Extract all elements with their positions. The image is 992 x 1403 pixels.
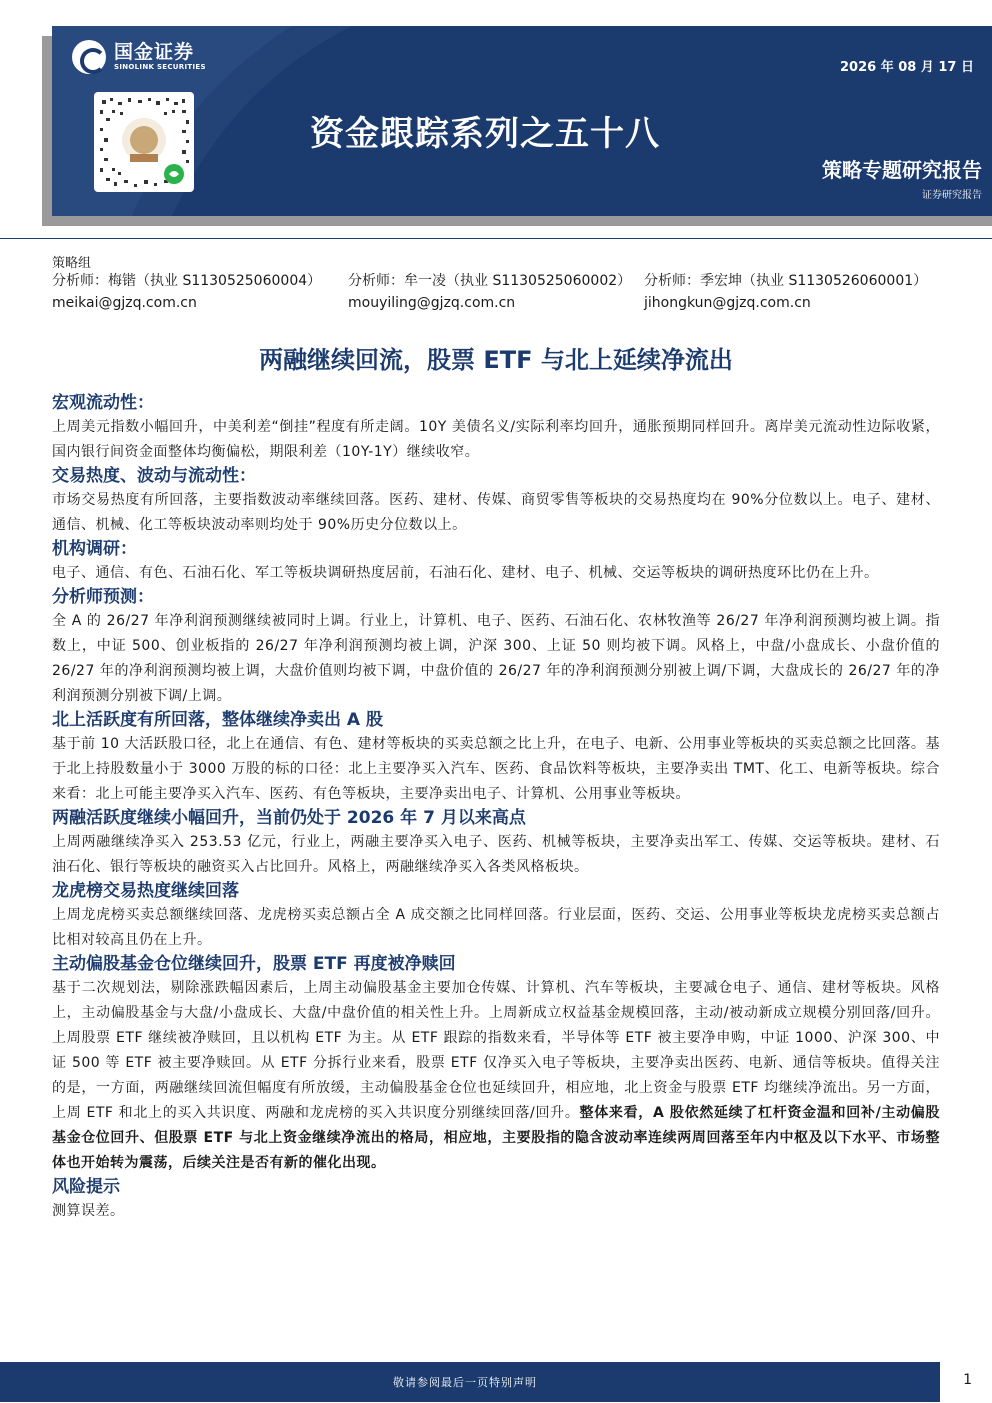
analyst-block-1 <box>52 270 321 314</box>
analyst-group: 策略组 <box>52 256 92 271</box>
section-title: 两融活跃度继续小幅回升，当前仍处于 2026 年 7 月以来高点 <box>52 808 526 828</box>
section-macro-liquidity <box>52 392 940 465</box>
footer-notice: 敬请参阅最后一页特别声明 <box>393 1376 537 1389</box>
page-number: 1 <box>963 1372 972 1388</box>
section-title: 交易热度、波动与流动性： <box>52 466 256 486</box>
qr-code[interactable] <box>94 92 194 192</box>
report-subtype: 证券研究报告 <box>922 190 982 201</box>
section-body: 市场交易热度有所回落，主要指数波动率继续回落。医药、建材、传媒、商贸零售等板块的交易热度均在 90%分位数以上。电子、建材、通信、机械、化工等板块波动率则均处于 90%历史分位数以上。 <box>52 492 940 533</box>
section-title: 北上活跃度有所回落，整体继续净卖出 A 股 <box>52 710 383 730</box>
section-title: 机构调研： <box>52 539 137 559</box>
section-active-funds <box>52 953 940 1176</box>
section-body: 上周两融继续净买入 253.53 亿元，行业上，两融主要净买入电子、医药、机械等板块，主要净卖出军工、传媒、交运等板块。建材、石油石化、银行等板块的融资买入占比回升。风格上，两融继续净买入各类风格板块。 <box>52 834 940 875</box>
analyst-email[interactable]: meikai@gjzq.com.cn <box>52 295 197 311</box>
section-title: 分析师预测： <box>52 587 154 607</box>
analyst-name: 分析师：梅锴（执业 S1130525060004） <box>52 273 322 289</box>
section-body: 上周美元指数小幅回升，中美利差“倒挂”程度有所走阔。10Y 美债名义/实际利率均回升，通胀预期同样回升。离岸美元流动性边际收紧，国内银行间资金面整体均衡偏松，期限利差（10Y-1Y）继续收窄。 <box>52 419 940 460</box>
section-institutional-research <box>52 538 940 586</box>
report-date: 2026 年 08 月 17 日 <box>840 60 974 75</box>
section-title: 主动偏股基金仓位继续回升，股票 ETF 再度被净赎回 <box>52 954 456 974</box>
section-dragon-tiger <box>52 880 940 953</box>
header-divider <box>0 238 992 239</box>
section-conclusion: 整体来看，A 股依然延续了杠杆资金温和回补/主动偏股基金仓位回升、但股票 ETF 与北上资金继续净流出的格局，相应地，主要股指的隐含波动率连续两周回落至年内中枢及以下水平、市场整体也开始转为震荡，后续关注是否有新的催化出现。 <box>52 1105 940 1171</box>
company-logo <box>72 40 206 74</box>
analyst-email[interactable]: mouyiling@gjzq.com.cn <box>348 295 516 311</box>
logo-en-text: SINOLINK SECURITIES <box>114 63 206 71</box>
section-analyst-forecast <box>52 586 940 709</box>
analyst-email[interactable]: jihongkun@gjzq.com.cn <box>644 295 811 311</box>
logo-cn-text: 国金证券 <box>114 41 195 63</box>
report-content <box>52 392 940 1224</box>
section-northbound <box>52 709 940 807</box>
section-body <box>52 976 940 1176</box>
section-body: 测算误差。 <box>52 1203 125 1219</box>
section-risk <box>52 1176 940 1224</box>
report-series-title: 资金跟踪系列之五十八 <box>310 114 660 154</box>
analyst-name: 分析师：季宏坤（执业 S1130526060001） <box>644 273 928 289</box>
section-title: 宏观流动性： <box>52 393 154 413</box>
report-headline: 两融继续回流，股票 ETF 与北上延续净流出 <box>259 346 733 374</box>
section-trading-heat <box>52 465 940 538</box>
qr-code-icon <box>94 92 194 192</box>
logo-mark-icon <box>72 40 106 74</box>
section-body-text: 基于二次规划法，剔除涨跌幅因素后，上周主动偏股基金主要加仓传媒、计算机、汽车等板块，主要减仓电子、通信、建材等板块。风格上，主动偏股基金与大盘/小盘成长、大盘/中盘价值的相关性上升。上周新成立权益基金规模回落，主动/被动新成立规模分别回落/回升。上周股票 ETF 继续被净赎回，且以机构 ETF 为主。从 ETF 跟踪的指数来看，半导体等 ETF 被主要净申购，中证 1000、沪深 300、中证 500 等 ETF 被主要净赎回。从 ETF 分拆行业来看，股票 ETF 仅净买入电子等板块，主要净卖出医药、电新、通信等板块。值得关注的是，一方面，两融继续回流但幅度有所放缓，主动偏股基金仓位也延续回升，相应地，北上资金与股票 ETF 均继续净流出。另一方面，上周 ETF 和北上的买入共识度、两融和龙虎榜的买入共识度分别继续回落/回升。 <box>52 980 940 1121</box>
section-body: 电子、通信、有色、石油石化、军工等板块调研热度居前，石油石化、建材、电子、机械、交运等板块的调研热度环比仍在上升。 <box>52 565 879 581</box>
report-type: 策略专题研究报告 <box>822 158 982 182</box>
analyst-name: 分析师：牟一凌（执业 S1130525060002） <box>348 273 632 289</box>
section-title: 龙虎榜交易热度继续回落 <box>52 881 239 901</box>
section-body: 全 A 的 26/27 年净利润预测继续被同时上调。行业上，计算机、电子、医药、石油石化、农林牧渔等 26/27 年净利润预测均被上调。指数上，中证 500、创业板指的 26/27 年净利润预测均被上调，沪深 300、上证 50 则均被下调。风格上，中盘/小盘成长、小盘价值的 26/27 年的净利润预测均被上调，大盘价值则均被下调，中盘价值的 26/27 年的净利润预测分别被上调/下调，大盘成长的 26/27 年的净利润预测分别被下调/上调。 <box>52 613 940 704</box>
section-margin-trading <box>52 807 940 880</box>
analyst-block-2 <box>348 270 631 314</box>
analyst-block-3 <box>644 270 927 314</box>
section-title: 风险提示 <box>52 1177 120 1197</box>
section-body: 基于前 10 大活跃股口径，北上在通信、有色、建材等板块的买卖总额之比上升，在电子、电新、公用事业等板块的买卖总额之比回落。基于北上持股数量小于 3000 万股的标的口径：北上主要净买入汽车、医药、食品饮料等板块，主要净卖出 TMT、化工、电新等板块。综合来看：北上可能主要净买入汽车、医药、有色等板块，主要净卖出电子、计算机、公用事业等板块。 <box>52 736 940 802</box>
section-body: 上周龙虎榜买卖总额继续回落、龙虎榜买卖总额占全 A 成交额之比同样回落。行业层面，医药、交运、公用事业等板块龙虎榜买卖总额占比相对较高且仍在上升。 <box>52 907 940 948</box>
